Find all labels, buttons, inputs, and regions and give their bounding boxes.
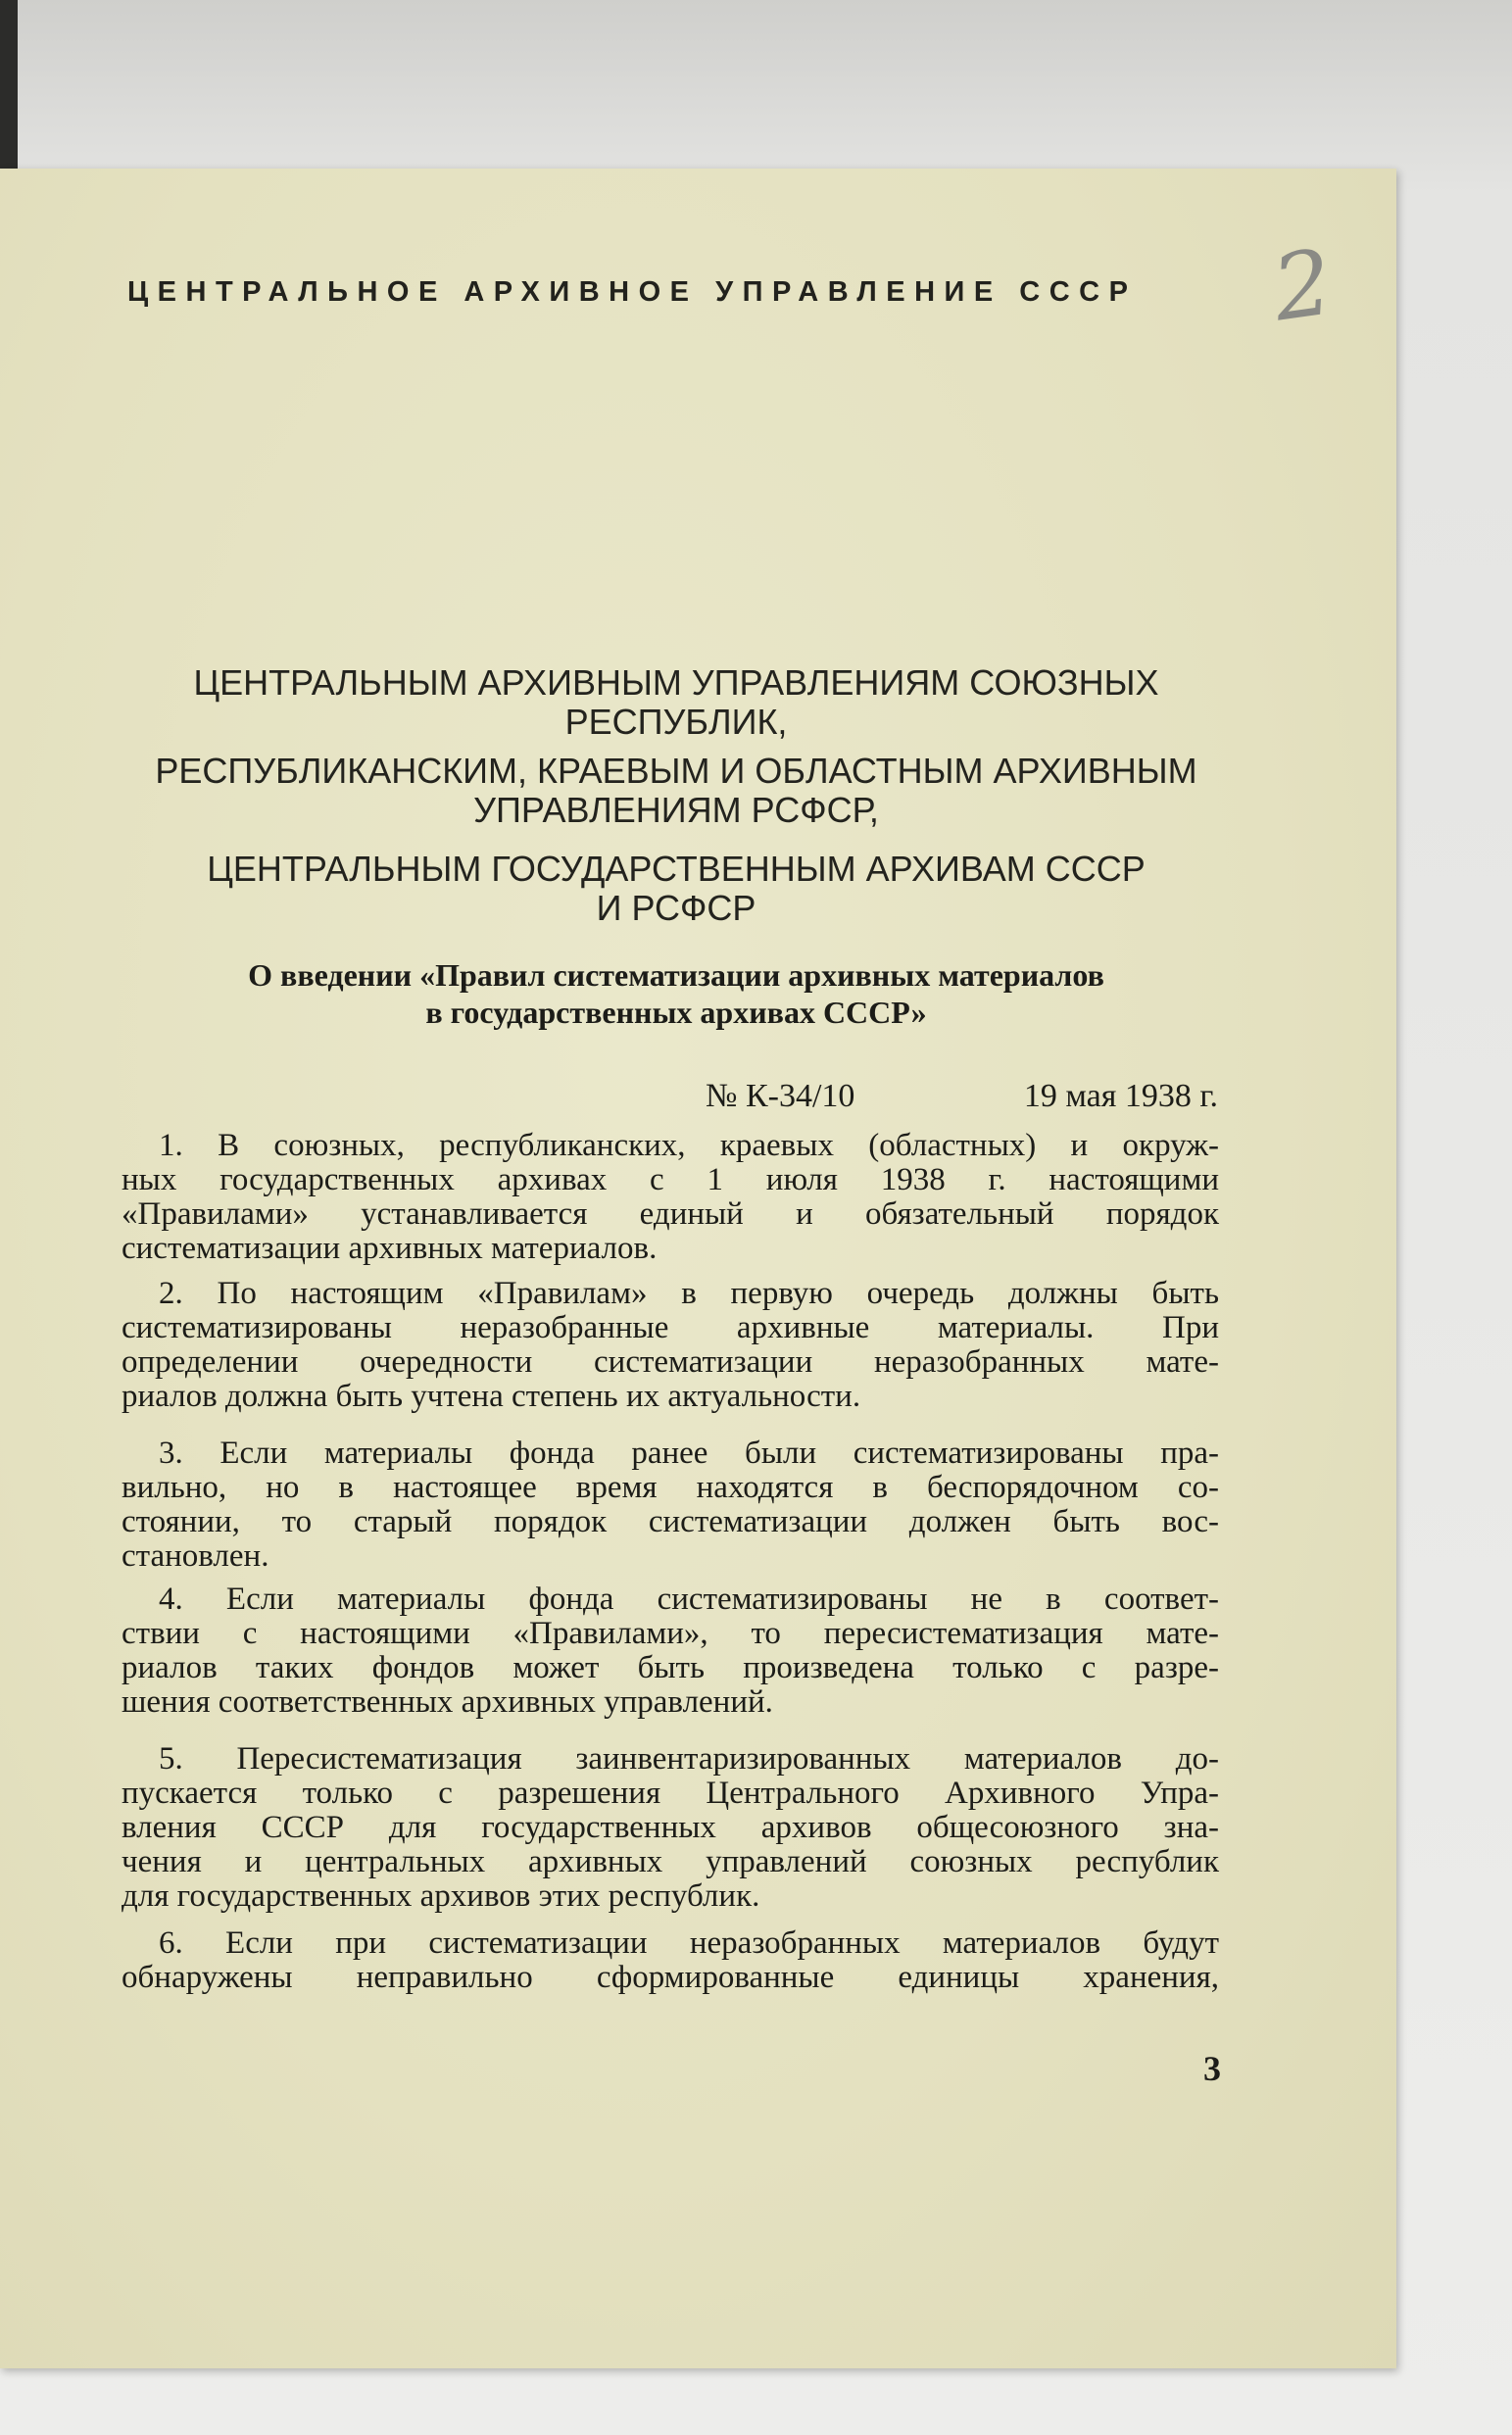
subject-line: О введении «Правил систематизации архивных материалов xyxy=(248,957,1104,993)
paragraph-5 xyxy=(122,1742,1219,1914)
text-line: стоянии, то старый порядок систематизации должен быть вос- xyxy=(122,1504,1219,1539)
text-line: 5. Пересистематизация заинвентаризированных материалов до- xyxy=(159,1741,1219,1777)
document-number: № К-34/10 xyxy=(706,1078,855,1114)
document-page xyxy=(0,169,1396,2368)
paragraph-4 xyxy=(122,1583,1219,1720)
paragraph-3 xyxy=(122,1437,1219,1574)
subject-line: в государственных архивах СССР» xyxy=(425,995,927,1030)
paragraph-2 xyxy=(122,1277,1219,1414)
text-line: становлен. xyxy=(122,1538,269,1574)
text-line: шения соответственных архивных управлений. xyxy=(122,1684,773,1720)
paragraph-6 xyxy=(122,1926,1219,1995)
text-line: ных государственных архивах с 1 июля 1938 г. настоящими xyxy=(122,1162,1219,1197)
document-reference xyxy=(706,1078,1218,1115)
text-line: определении очередности систематизации неразобранных мате- xyxy=(122,1344,1219,1380)
text-line: обнаружены неправильно сформированные единицы хранения, xyxy=(122,1960,1219,1995)
background-edge xyxy=(0,0,18,171)
document-date: 19 мая 1938 г. xyxy=(1023,1078,1218,1114)
text-line: для государственных архивов этих республик. xyxy=(122,1878,760,1914)
text-line: риалов должна быть учтена степень их актуальности. xyxy=(122,1379,861,1414)
text-line: вильно, но в настоящее время находятся в беспорядочном со- xyxy=(122,1470,1219,1505)
document-header: ЦЕНТРАЛЬНОЕ АРХИВНОЕ УПРАВЛЕНИЕ СССР xyxy=(127,276,1138,308)
handwritten-page-mark: 2 xyxy=(1266,229,1339,342)
addressee-line: РЕСПУБЛИКАНСКИМ, КРАЕВЫМ И ОБЛАСТНЫМ АРХИВНЫМ xyxy=(155,751,1197,791)
addressee-line: ЦЕНТРАЛЬНЫМ ГОСУДАРСТВЕННЫМ АРХИВАМ СССР xyxy=(207,849,1146,889)
addressee-line: УПРАВЛЕНИЯМ РСФСР, xyxy=(473,790,879,830)
text-line: риалов таких фондов может быть произведена только с разре- xyxy=(122,1650,1219,1685)
addressee-line: ЦЕНТРАЛЬНЫМ АРХИВНЫМ УПРАВЛЕНИЯМ СОЮЗНЫХ xyxy=(193,662,1159,703)
text-line: «Правилами» устанавливается единый и обязательный порядок xyxy=(122,1196,1219,1232)
text-line: ствии с настоящими «Правилами», то пересистематизация мате- xyxy=(122,1616,1219,1651)
page-number: 3 xyxy=(1203,2049,1221,2088)
addressee-line: И РСФСР xyxy=(596,888,756,928)
text-line: 4. Если материалы фонда систематизированы не в соответ- xyxy=(159,1582,1219,1617)
text-line: систематизированы неразобранные архивные материалы. При xyxy=(122,1310,1219,1345)
text-line: 3. Если материалы фонда ранее были систематизированы пра- xyxy=(159,1436,1219,1471)
text-line: 1. В союзных, республиканских, краевых (областных) и окруж- xyxy=(159,1128,1219,1163)
text-line: чения и центральных архивных управлений союзных республик xyxy=(122,1844,1219,1879)
paragraph-1 xyxy=(122,1129,1219,1266)
text-line: систематизации архивных материалов. xyxy=(122,1231,658,1266)
text-line: пускается только с разрешения Центрального Архивного Упра- xyxy=(122,1776,1219,1811)
text-line: вления СССР для государственных архивов общесоюзного зна- xyxy=(122,1810,1219,1845)
addressee-line: РЕСПУБЛИК, xyxy=(564,702,788,742)
text-line: 6. Если при систематизации неразобранных материалов будут xyxy=(159,1925,1219,1961)
text-line: 2. По настоящим «Правилам» в первую очередь должны быть xyxy=(159,1276,1219,1311)
